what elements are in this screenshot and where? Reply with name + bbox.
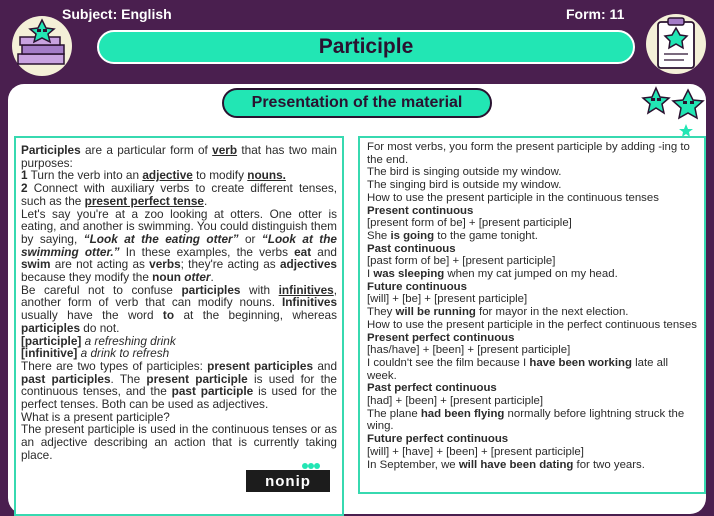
- text: Let's say you're at a zoo looking at otters. One otter is eating, and another is swimming. You could distinguish them by saying,: [21, 206, 337, 246]
- formula-past-perfect-continuous: [had] + [been] + [present participle]: [367, 395, 544, 408]
- section-banner: [222, 88, 492, 118]
- page-title: Participle: [318, 35, 414, 58]
- example-eating: “Look at the eating otter”: [83, 231, 239, 246]
- text: to the game tonight.: [434, 229, 538, 242]
- text: In September, we: [367, 458, 459, 471]
- highlight: will have been dating: [458, 458, 574, 471]
- subheading-continuous: How to use the present participle in the continuous tenses: [367, 191, 659, 204]
- term-present-perfect: present perfect tense: [84, 193, 204, 208]
- text: Be careful not to confuse: [21, 282, 182, 297]
- section-title: Presentation of the material: [251, 94, 463, 111]
- formula-future-perfect-continuous: [will] + [have] + [been] + [present participle]: [367, 445, 584, 458]
- heading-past-perfect-continuous: Past perfect continuous: [367, 382, 497, 395]
- example-future-continuous: [367, 306, 698, 319]
- text: I couldn't see the film because I: [367, 356, 530, 369]
- example-present-continuous: [367, 230, 698, 243]
- text: Turn the verb into an: [27, 168, 143, 183]
- heading-present-continuous: Present continuous: [367, 204, 474, 217]
- term-infinitives: Infinitives: [281, 295, 337, 310]
- highlight: is going: [390, 229, 435, 242]
- text: with: [240, 282, 279, 297]
- text: ; they're acting as: [180, 257, 280, 272]
- text: that has two main purposes:: [21, 143, 337, 170]
- text: . The: [110, 371, 147, 386]
- term-participles: participles: [181, 282, 241, 297]
- text: because they modify the: [21, 270, 153, 285]
- text: for two years.: [573, 458, 645, 471]
- highlight: will be running: [395, 306, 476, 319]
- example-past-perfect-continuous: [367, 408, 698, 433]
- text: late all week.: [367, 356, 669, 382]
- text: They: [367, 306, 396, 319]
- formula-present-continuous: [present form of be] + [present participle]: [367, 217, 572, 230]
- term-to: to: [162, 308, 175, 323]
- formula-past-continuous: [past form of be] + [present participle]: [367, 255, 556, 268]
- label-infinitive: [infinitive]: [21, 346, 78, 361]
- text: The plane: [367, 407, 421, 420]
- heading-future-continuous: Future continuous: [367, 280, 467, 293]
- answer-paragraph: The present participle is used in the continuous tenses or as an adjective describing an action that is currently taking place.: [21, 422, 337, 462]
- term-swim: swim: [21, 257, 51, 272]
- subheading-perfect-continuous: How to use the present participle in the perfect continuous tenses: [367, 318, 697, 331]
- term-verb: verb: [212, 143, 238, 157]
- text: and: [313, 358, 337, 373]
- subject-label: Subject: English: [62, 6, 172, 22]
- logo-dots-icon: [301, 462, 321, 470]
- text: are a particular form of: [80, 143, 213, 157]
- text: is used for the continuous tenses, and the: [21, 371, 337, 399]
- term-otter: otter: [184, 270, 211, 285]
- term-participles: participles: [21, 320, 81, 335]
- text: are not acting as: [50, 257, 150, 272]
- text: I: [367, 268, 374, 281]
- formula-future-continuous: [will] + [be] + [present participle]: [367, 293, 528, 306]
- term-present-participle: present participle: [146, 371, 248, 386]
- title-banner: [97, 30, 635, 64]
- term-verbs: verbs: [149, 257, 181, 272]
- right-text-column: [358, 136, 706, 494]
- text: usually have the word: [21, 308, 163, 323]
- text: or: [238, 231, 262, 246]
- term-infinitives: infinitives: [278, 282, 334, 297]
- example-present-perfect-continuous: [367, 357, 698, 382]
- question-heading: What is a present participle?: [21, 409, 170, 424]
- heading-future-perfect-continuous: Future perfect continuous: [367, 433, 509, 446]
- term-past-participle: past participle: [171, 384, 254, 399]
- label-participle: [participle]: [21, 333, 82, 348]
- term-present-participles: present participles: [207, 358, 314, 373]
- example-future-perfect-continuous: [367, 459, 698, 472]
- term-noun: noun: [152, 270, 181, 285]
- term-adjectives: adjectives: [279, 257, 337, 272]
- example-past-continuous: [367, 268, 698, 281]
- text: to modify: [192, 168, 248, 183]
- term-nouns: nouns.: [247, 168, 286, 183]
- text: In these examples, the verbs: [119, 244, 295, 259]
- highlight: was sleeping: [373, 268, 445, 281]
- heading-past-continuous: Past continuous: [367, 242, 456, 255]
- highlight: have been working: [529, 356, 632, 369]
- text: She: [367, 229, 391, 242]
- formula-present-perfect-continuous: [has/have] + [been] + [present participle]: [367, 344, 571, 357]
- example-to-refresh: a drink to refresh: [77, 346, 170, 361]
- text: .: [203, 193, 208, 208]
- text: for mayor in the next election.: [475, 306, 629, 319]
- term-adjective: adjective: [142, 168, 193, 183]
- example-refreshing: a refreshing drink: [81, 333, 176, 348]
- text: .: [210, 270, 214, 285]
- text: and: [311, 244, 337, 259]
- heading-present-perfect-continuous: Present perfect continuous: [367, 331, 515, 344]
- text: , another form of verb that can modify nouns.: [21, 282, 337, 310]
- highlight: had been flying: [420, 407, 505, 420]
- example-swimming: “Look at the swimming otter.”: [21, 231, 337, 259]
- example-line: The singing bird is outside my window.: [367, 179, 562, 192]
- text: Connect with auxiliary verbs to create different tenses, such as the: [21, 181, 337, 208]
- form-label: Form: 11: [566, 6, 625, 22]
- term-participles: Participles: [21, 143, 81, 157]
- left-text-column: [14, 136, 344, 516]
- text: do not.: [80, 320, 120, 335]
- list-number: 2: [21, 181, 28, 196]
- books-icon: [8, 14, 76, 78]
- clipboard-icon: [644, 8, 708, 76]
- logo: nonip: [246, 470, 330, 492]
- list-number: 1: [21, 168, 28, 183]
- text: when my cat jumped on my head.: [444, 268, 618, 281]
- text: normally before lightning struck the wing.: [367, 407, 685, 433]
- term-eat: eat: [294, 244, 312, 259]
- term-past-participles: past participles: [21, 371, 111, 386]
- intro-paragraph: For most verbs, you form the present participle by adding -ing to the end.: [367, 141, 690, 166]
- text: There are two types of participles:: [21, 358, 208, 373]
- example-line: The bird is singing outside my window.: [367, 166, 562, 179]
- text: is used for the perfect tenses. Both can be used as adjectives.: [21, 384, 337, 412]
- stars-icon: [640, 86, 706, 138]
- text: at the beginning, whereas: [174, 308, 337, 323]
